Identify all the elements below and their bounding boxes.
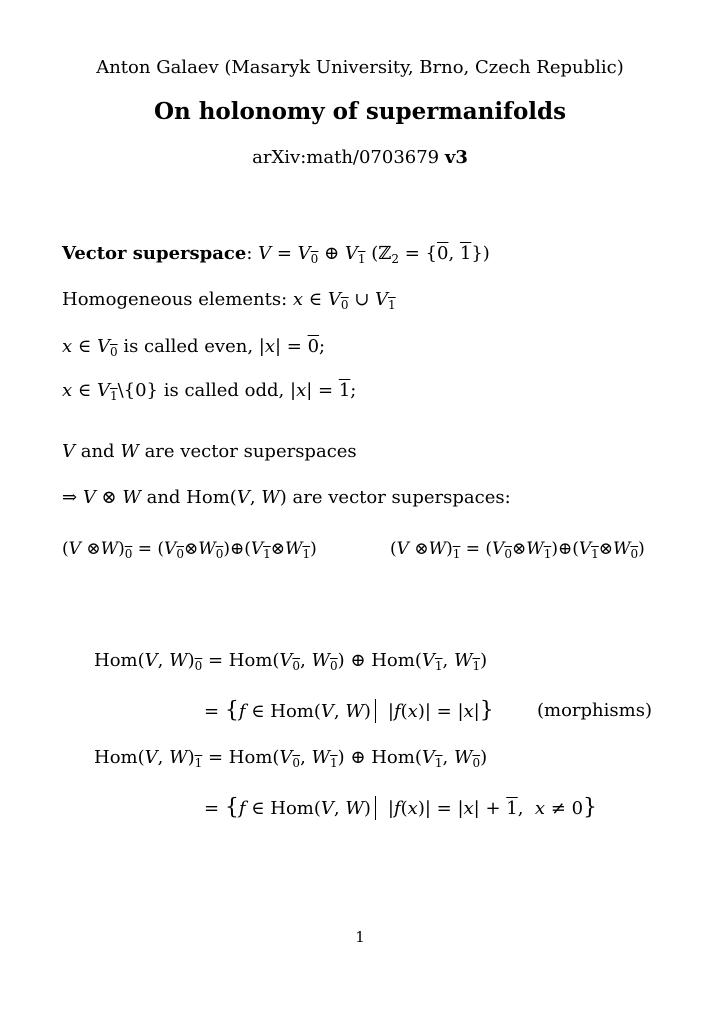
vw-superspaces-text: are vector superspaces <box>144 441 357 462</box>
hom-odd-set: = {f ∈ Hom(V, W) |f(x)| = |x| + 1, x ≠ 0} <box>204 795 598 820</box>
tensor-odd-formula: (V $\otimes W)_1$ = $(V_0\otimes W_1)\oplus(V_1\otimes W_0)$ <box>390 539 645 561</box>
vector-superspace-label: Vector superspace <box>62 243 247 264</box>
even-element-line: x ∈ $V_0$ is called even, |x| = 0; <box>62 336 326 359</box>
and-word-2: and <box>146 487 181 508</box>
vw-superspaces-line: V and W are vector superspaces <box>62 441 357 462</box>
hom-odd-formula: Hom(V, $W)_1 = Hom(V_0$, $W_1$) ⊕ $Hom(V_1$, $W_0$) <box>94 747 488 770</box>
and-word: and <box>80 441 115 462</box>
homogeneous-elements-line: Homogeneous elements: x ∈ $V_0$ ∪ $V_1$ <box>62 289 396 312</box>
called-odd-text: is called odd, <box>163 380 285 401</box>
tensor-hom-line: ⇒ V ⊗ W and Hom(V, W) are vector superspaces: <box>62 487 511 508</box>
homogeneous-label: Homogeneous elements: <box>62 289 288 310</box>
hom-superspaces-text: are vector superspaces: <box>292 487 511 508</box>
arxiv-version: v3 <box>444 147 468 168</box>
paper-title: On holonomy of supermanifolds <box>153 98 567 125</box>
tensor-even-formula: (V $\otimes W)_0$ = $(V_0\otimes W_0)\oplus(V_1\otimes W_1)$ <box>62 539 317 561</box>
hom-even-morphisms-set: = {f ∈ Hom(V, W) |f(x)| = |x|} <box>204 698 494 723</box>
odd-element-line: x ∈ $V_1\backslash\{0\}$ is called odd, |x| = 1; <box>62 380 357 403</box>
author-line: Anton Galaev (Masaryk University, Brno, Czech Republic) <box>96 57 624 78</box>
arxiv-reference <box>0 147 720 168</box>
morphisms-note: (morphisms) <box>537 700 652 721</box>
arxiv-id: arXiv:math/0703679 <box>252 147 440 168</box>
page-number: 1 <box>355 928 365 946</box>
hom-even-formula: Hom(V, $W)_0 = Hom(V_0$, $W_0$) ⊕ $Hom(V_1$, $W_1$) <box>94 650 488 673</box>
vector-superspace-definition: Vector superspace: $V = V_0$ ⊕ $V_1$ (ℤ$_2$ = {0, 1}) <box>62 243 490 266</box>
called-even-text: is called even, <box>123 336 254 357</box>
